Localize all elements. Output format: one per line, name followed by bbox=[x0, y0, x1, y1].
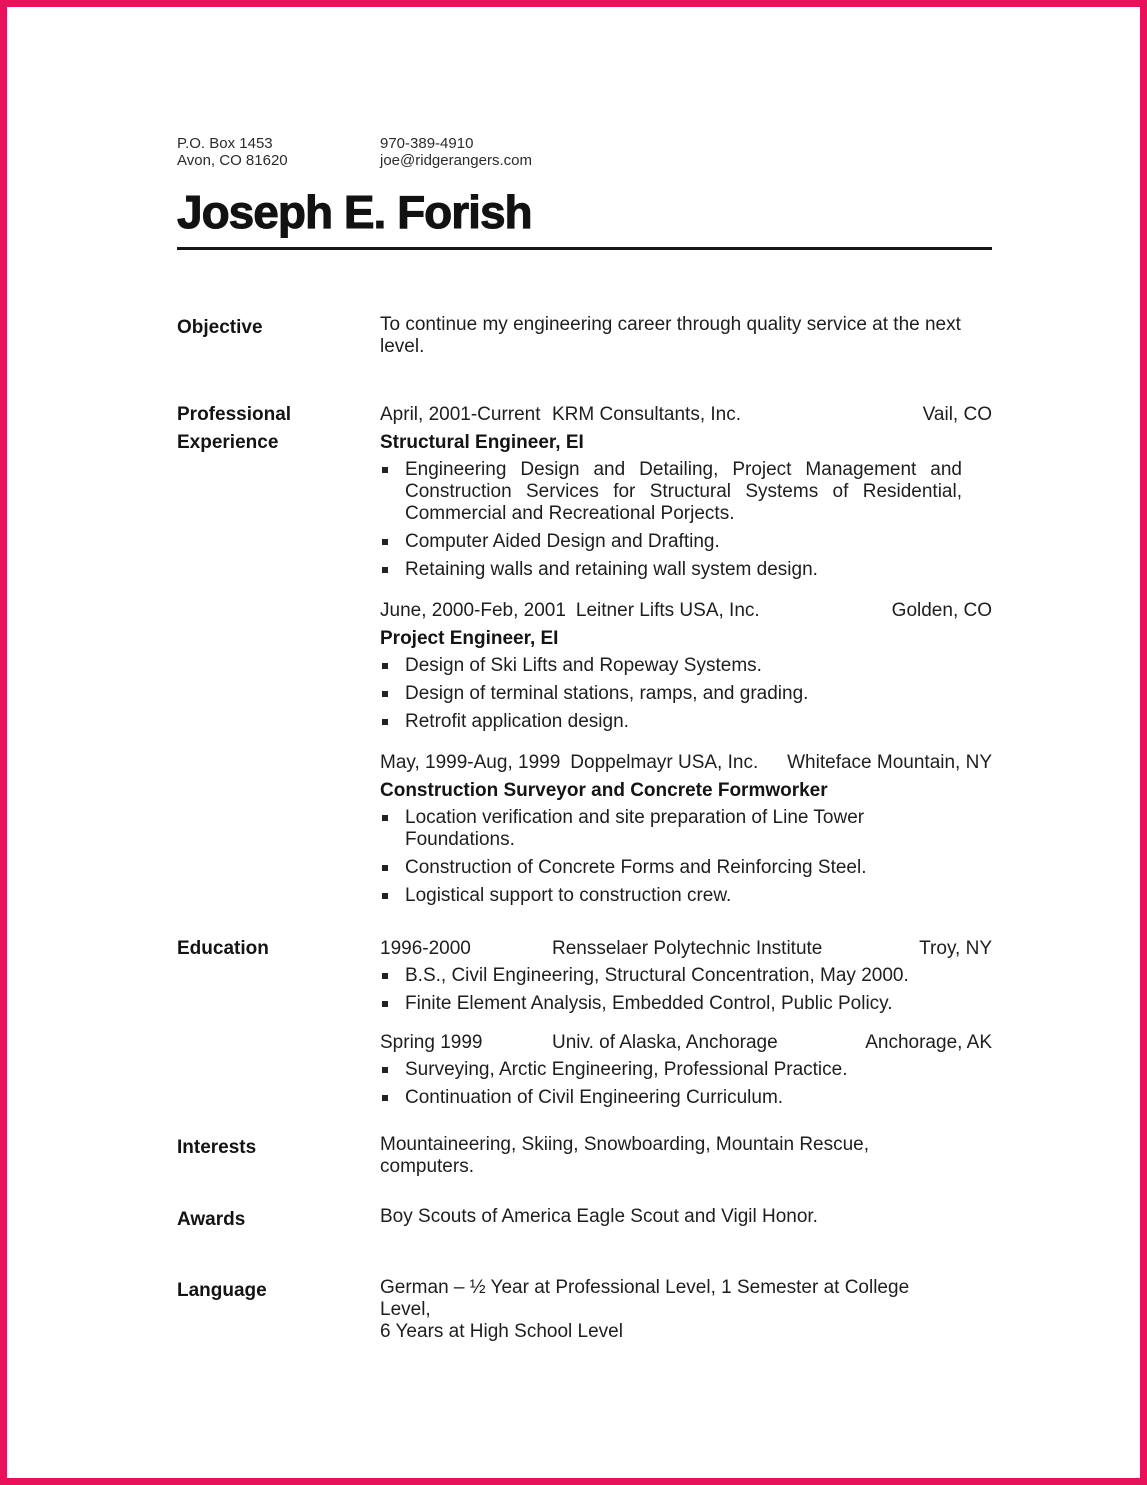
education-bullet-list bbox=[380, 965, 992, 1015]
job-location: Vail, CO bbox=[922, 404, 992, 425]
job-company: Doppelmayr USA, Inc. bbox=[570, 752, 759, 773]
education-school: Univ. of Alaska, Anchorage bbox=[552, 1032, 778, 1053]
list-item bbox=[380, 655, 992, 677]
section-professional-experience bbox=[177, 401, 992, 913]
job-entry bbox=[380, 597, 992, 733]
job-bullet-list bbox=[380, 807, 992, 907]
list-item bbox=[380, 683, 992, 705]
bullet-text: Continuation of Civil Engineering Curriculum. bbox=[405, 1087, 784, 1108]
education-head bbox=[380, 935, 992, 963]
bullet-text: Design of terminal stations, ramps, and grading. bbox=[405, 683, 809, 704]
section-objective bbox=[177, 314, 992, 358]
bullet-text: Finite Element Analysis, Embedded Control, Public Policy. bbox=[405, 993, 893, 1014]
section-interests bbox=[177, 1134, 992, 1178]
person-name: Joseph E. Forish bbox=[177, 186, 532, 238]
resume-content bbox=[177, 135, 992, 1343]
list-item bbox=[380, 885, 992, 907]
education-entry bbox=[380, 935, 992, 1015]
contact-block bbox=[177, 135, 992, 169]
bullet-text: Construction of Concrete Forms and Reinforcing Steel. bbox=[405, 857, 867, 878]
bullet-marker-icon bbox=[380, 965, 405, 987]
language-line-1: German – ½ Year at Professional Level, 1 Semester at College Level, bbox=[380, 1277, 910, 1320]
list-item bbox=[380, 531, 992, 553]
section-label-education: Education bbox=[177, 938, 269, 959]
list-item bbox=[380, 711, 992, 733]
bullet-marker-icon bbox=[380, 1059, 405, 1081]
bullet-text: Logistical support to construction crew. bbox=[405, 885, 732, 906]
education-date: Spring 1999 bbox=[380, 1032, 483, 1053]
bullet-marker-icon bbox=[380, 459, 405, 525]
section-label-interests: Interests bbox=[177, 1137, 257, 1158]
language-line-2: 6 Years at High School Level bbox=[380, 1321, 623, 1342]
job-entry bbox=[380, 749, 992, 907]
list-item bbox=[380, 857, 992, 879]
bullet-marker-icon bbox=[380, 807, 405, 851]
contact-address bbox=[177, 135, 380, 169]
bullet-marker-icon bbox=[380, 711, 405, 733]
bullet-text: Design of Ski Lifts and Ropeway Systems. bbox=[405, 655, 762, 676]
bullet-text: Location verification and site preparation of Line Tower Foundations. bbox=[405, 807, 865, 850]
job-company: KRM Consultants, Inc. bbox=[552, 404, 742, 425]
job-title: Structural Engineer, EI bbox=[380, 432, 584, 453]
bullet-marker-icon bbox=[380, 655, 405, 677]
list-item bbox=[380, 993, 992, 1015]
list-item bbox=[380, 965, 992, 987]
section-awards bbox=[177, 1206, 992, 1234]
bullet-marker-icon bbox=[380, 531, 405, 553]
list-item bbox=[380, 459, 992, 525]
job-title: Project Engineer, EI bbox=[380, 628, 559, 649]
header-divider bbox=[177, 247, 992, 250]
section-education bbox=[177, 935, 992, 1115]
job-bullet-list bbox=[380, 459, 992, 581]
bullet-marker-icon bbox=[380, 885, 405, 907]
list-item bbox=[380, 1059, 992, 1081]
job-title: Construction Surveyor and Concrete Formworker bbox=[380, 780, 828, 801]
objective-text: To continue my engineering career through quality service at the next level. bbox=[380, 314, 961, 357]
job-location: Whiteface Mountain, NY bbox=[787, 752, 992, 773]
job-head bbox=[380, 597, 992, 625]
bullet-marker-icon bbox=[380, 993, 405, 1015]
job-company: Leitner Lifts USA, Inc. bbox=[575, 600, 760, 621]
language-text bbox=[380, 1277, 965, 1343]
section-label-awards: Awards bbox=[177, 1209, 246, 1230]
job-date: June, 2000-Feb, 2001 bbox=[380, 600, 566, 621]
section-label-professional-experience: Professional Experience bbox=[177, 404, 292, 453]
job-bullet-list bbox=[380, 655, 992, 733]
job-head bbox=[380, 749, 992, 777]
bullet-text: Surveying, Arctic Engineering, Professional Practice. bbox=[405, 1059, 848, 1080]
job-entry bbox=[380, 401, 992, 581]
job-head bbox=[380, 401, 992, 429]
bullet-text: Engineering Design and Detailing, Project Management and Construction Services for Structural Systems of Residential, Commercial and Recreational Porjects. bbox=[405, 459, 962, 524]
address-line-1: P.O. Box 1453 bbox=[177, 135, 273, 152]
email-address: joe@ridgerangers.com bbox=[380, 152, 532, 169]
phone-number: 970-389-4910 bbox=[380, 135, 474, 152]
list-item bbox=[380, 807, 992, 851]
job-date: April, 2001-Current bbox=[380, 404, 541, 425]
education-entry bbox=[380, 1029, 992, 1109]
education-location: Anchorage, AK bbox=[865, 1032, 992, 1053]
awards-text: Boy Scouts of America Eagle Scout and Vigil Honor. bbox=[380, 1206, 818, 1227]
address-line-2: Avon, CO 81620 bbox=[177, 152, 288, 169]
education-location: Troy, NY bbox=[919, 938, 992, 959]
bullet-text: Retaining walls and retaining wall system design. bbox=[405, 559, 818, 580]
bullet-text: Retrofit application design. bbox=[405, 711, 629, 732]
contact-phone-email bbox=[380, 135, 583, 169]
job-date: May, 1999-Aug, 1999 bbox=[380, 752, 561, 773]
education-school: Rensselaer Polytechnic Institute bbox=[552, 938, 823, 959]
resume-header bbox=[177, 135, 992, 250]
bullet-text: B.S., Civil Engineering, Structural Concentration, May 2000. bbox=[405, 965, 909, 986]
bullet-text: Computer Aided Design and Drafting. bbox=[405, 531, 720, 552]
section-label-objective: Objective bbox=[177, 317, 263, 338]
education-date: 1996-2000 bbox=[380, 938, 471, 959]
list-item bbox=[380, 1087, 992, 1109]
list-item bbox=[380, 559, 992, 581]
education-bullet-list bbox=[380, 1059, 992, 1109]
section-label-language: Language bbox=[177, 1280, 267, 1301]
education-head bbox=[380, 1029, 992, 1057]
bullet-marker-icon bbox=[380, 857, 405, 879]
bullet-marker-icon bbox=[380, 1087, 405, 1109]
bullet-marker-icon bbox=[380, 683, 405, 705]
interests-text: Mountaineering, Skiing, Snowboarding, Mountain Rescue, computers. bbox=[380, 1134, 870, 1177]
bullet-marker-icon bbox=[380, 559, 405, 581]
section-language bbox=[177, 1277, 992, 1343]
job-location: Golden, CO bbox=[891, 600, 992, 621]
